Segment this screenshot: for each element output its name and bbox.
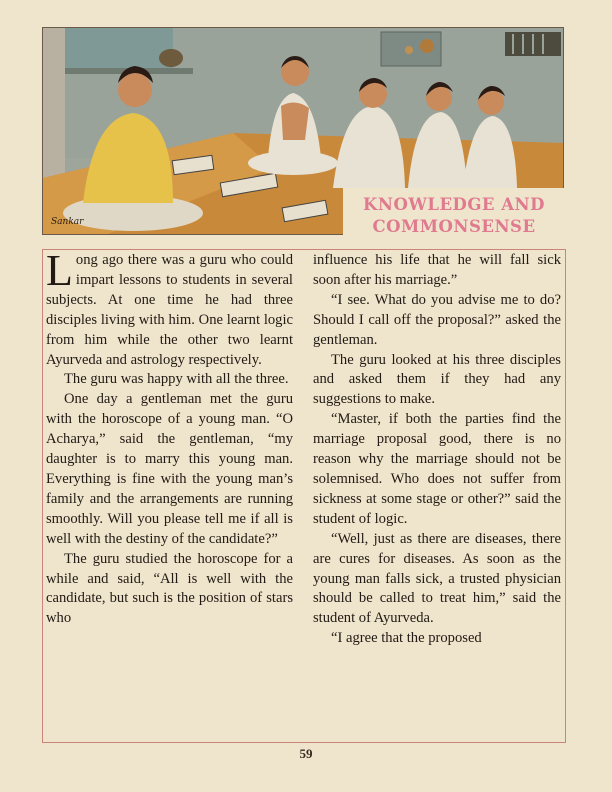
- paragraph: Long ago there was a guru who could impart lessons to students in several subjects. At one time he had three disciples living with him. One learnt logic from him while the other two learnt Ayurveda and astrology respectively.: [46, 246, 293, 368]
- story-title-line1: KNOWLEDGE AND: [363, 195, 545, 214]
- paragraph: “I agree that the proposed: [331, 630, 482, 647]
- paragraph: The guru studied the horoscope for a while and said, “All is well with the candidate, but such is the position of stars who: [46, 550, 293, 627]
- paragraph: influence his life that he will fall sick soon after his marriage.”: [313, 252, 561, 288]
- story-title-line2: COMMONSENSE: [372, 217, 536, 236]
- paragraph: “I see. What do you advise me to do? Should I call off the proposal?” asked the gentleman.: [313, 291, 561, 348]
- drop-cap: L: [46, 246, 73, 295]
- paragraph: The guru was happy with all the three.: [64, 371, 289, 388]
- story-title: [343, 188, 565, 242]
- paragraph: “Well, just as there are diseases, there are cures for diseases. As soon as the young man falls sick, a trusted physician should be called to treat him,” said the student of Ayurveda.: [313, 530, 561, 627]
- right-column: [313, 251, 561, 741]
- left-column: [46, 246, 293, 741]
- artist-signature: Sankar: [51, 217, 84, 227]
- page-number: 59: [299, 746, 313, 761]
- paragraph: The guru looked at his three disciples and asked them if they had any suggestions to make.: [313, 351, 561, 408]
- paragraph: “Master, if both the parties find the marriage proposal good, there is no reason why the marriage should not be solemnised. Who does not suffer from sickness at some stage or other?” said the student of logic.: [313, 411, 561, 527]
- paragraph: One day a gentleman met the guru with the horoscope of a young man. “O Acharya,” said the gentleman, “my daughter is to marry this young man. Everything is fine with the young man’s family and the arrangements are running smoothly. Will you please tell me if all is well with the destiny of the candidate?”: [46, 391, 293, 547]
